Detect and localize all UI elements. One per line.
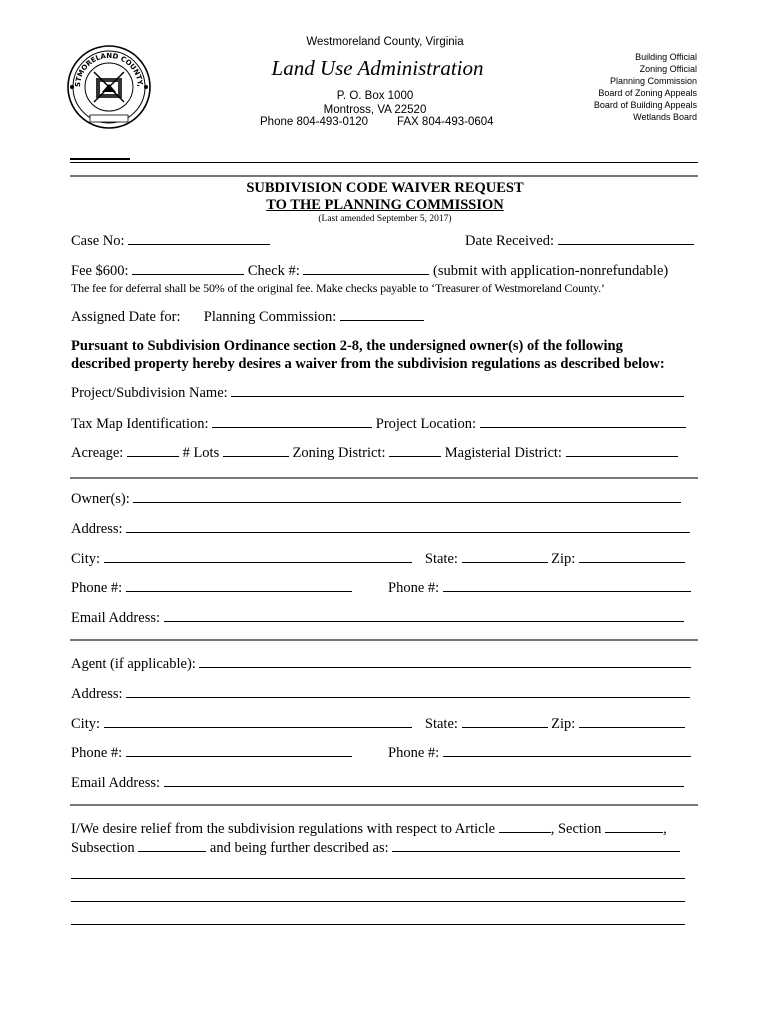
agent-city-label: City: xyxy=(71,716,101,732)
agent-phone-2-field[interactable] xyxy=(443,744,691,757)
office-item: Board of Building Appeals xyxy=(593,100,697,110)
form-title-line-2: TO THE PLANNING COMMISSION xyxy=(266,197,504,213)
owner-email-field[interactable] xyxy=(164,609,684,622)
description-line[interactable] xyxy=(71,878,685,879)
owner-field[interactable] xyxy=(133,490,681,503)
mailing-address xyxy=(250,89,500,117)
date-received-label: Date Received: xyxy=(465,233,554,249)
address-line-2: Montross, VA 22520 xyxy=(323,104,427,116)
owner-phone-label: Phone #: xyxy=(71,580,123,596)
owner-address-row xyxy=(71,520,690,538)
pursuant-statement xyxy=(71,337,665,373)
fee-row xyxy=(71,262,668,280)
relief-line-2 xyxy=(71,839,680,857)
owner-phone-row xyxy=(71,579,352,597)
agent-phone-field[interactable] xyxy=(126,744,352,757)
header-rule-bottom xyxy=(70,175,698,177)
date-received-field[interactable] xyxy=(558,232,694,245)
office-item: Building Official xyxy=(635,52,697,62)
owner-address-field[interactable] xyxy=(126,520,690,533)
owner-phone-2-label: Phone #: xyxy=(388,580,440,596)
owner-state-label: State: xyxy=(424,551,458,567)
relief-described-label: and being further described as: xyxy=(209,840,389,856)
agent-phone-row xyxy=(71,744,352,762)
county-seal xyxy=(66,42,152,132)
description-field[interactable] xyxy=(392,839,680,852)
relief-section-label: , Section xyxy=(550,821,602,837)
check-label: Check #: xyxy=(247,263,300,279)
phone-number: Phone 804-493-0120 xyxy=(260,116,369,128)
project-location-label: Project Location: xyxy=(375,416,477,432)
relief-comma: , xyxy=(663,821,667,837)
acreage-row xyxy=(71,444,678,462)
tax-map-field[interactable] xyxy=(212,415,372,428)
project-location-field[interactable] xyxy=(480,415,686,428)
zoning-district-field[interactable] xyxy=(389,444,441,457)
office-item: Board of Zoning Appeals xyxy=(598,88,697,98)
project-name-label: Project/Subdivision Name: xyxy=(71,385,228,401)
agent-zip-field[interactable] xyxy=(579,715,685,728)
section-divider xyxy=(70,639,698,641)
pursuant-line-2: described property hereby desires a waiver from the subdivision regulations as described below: xyxy=(71,356,665,372)
owner-phone-2-field[interactable] xyxy=(443,579,691,592)
article-field[interactable] xyxy=(499,820,551,833)
description-line[interactable] xyxy=(71,901,685,902)
lots-field[interactable] xyxy=(223,444,289,457)
owner-state-field[interactable] xyxy=(462,550,548,563)
fee-field[interactable] xyxy=(132,262,244,275)
agent-label: Agent (if applicable): xyxy=(71,656,196,672)
acreage-label: Acreage: xyxy=(71,445,124,461)
fax-number: FAX 804-493-0604 xyxy=(397,116,494,128)
owner-phone-2-row xyxy=(388,579,691,597)
deferral-note: The fee for deferral shall be 50% of the original fee. Make checks payable to ‘Treasurer of Westmoreland County.’ xyxy=(71,281,605,295)
assigned-date-label: Assigned Date for: xyxy=(71,309,181,325)
magisterial-district-field[interactable] xyxy=(566,444,678,457)
fee-note: (submit with application-nonrefundable) xyxy=(433,263,669,279)
agent-email-row xyxy=(71,774,684,792)
relief-article-label: I/We desire relief from the subdivision regulations with respect to Article xyxy=(71,821,496,837)
owner-label: Owner(s): xyxy=(71,491,130,507)
office-item: Zoning Official xyxy=(639,64,697,74)
agent-field[interactable] xyxy=(199,655,691,668)
relief-line-1 xyxy=(71,820,667,838)
amended-date: (Last amended September 5, 2017) xyxy=(318,214,452,224)
agent-address-field[interactable] xyxy=(126,685,690,698)
pursuant-line-1: Pursuant to Subdivision Ordinance section 2-8, the undersigned owner(s) of the following xyxy=(71,338,623,354)
agent-address-label: Address: xyxy=(71,686,123,702)
office-list xyxy=(560,51,697,123)
owner-address-label: Address: xyxy=(71,521,123,537)
zoning-district-label: Zoning District: xyxy=(292,445,386,461)
agent-phone-label: Phone #: xyxy=(71,745,123,761)
owner-row xyxy=(71,490,681,508)
planning-commission-label: Planning Commission: xyxy=(203,309,337,325)
owner-phone-field[interactable] xyxy=(126,579,352,592)
county-name: Westmoreland County, Virginia xyxy=(306,36,464,48)
case-number-field[interactable] xyxy=(128,232,270,245)
section-divider xyxy=(70,477,698,479)
agent-address-row xyxy=(71,685,690,703)
agent-email-label: Email Address: xyxy=(71,775,161,791)
lots-label: # Lots xyxy=(182,445,220,461)
magisterial-district-label: Magisterial District: xyxy=(444,445,562,461)
project-name-row xyxy=(71,384,684,402)
form-title xyxy=(150,180,620,214)
fee-label: Fee $600: xyxy=(71,263,129,279)
agent-zip-label: Zip: xyxy=(551,716,576,732)
owner-zip-field[interactable] xyxy=(579,550,685,563)
tax-map-label: Tax Map Identification: xyxy=(71,416,209,432)
agent-state-label: State: xyxy=(424,716,458,732)
seal-lettering: STMORELAND COUNTY, xyxy=(73,51,145,88)
office-item: Planning Commission xyxy=(609,76,697,86)
header-rule xyxy=(70,162,698,163)
planning-commission-date-field[interactable] xyxy=(340,308,424,321)
section-field[interactable] xyxy=(605,820,663,833)
agent-phone-2-label: Phone #: xyxy=(388,745,440,761)
office-item: Wetlands Board xyxy=(633,112,697,122)
acreage-field[interactable] xyxy=(127,444,179,457)
agent-email-field[interactable] xyxy=(164,774,684,787)
agent-row xyxy=(71,655,691,673)
tax-map-row xyxy=(71,415,686,433)
agent-phone-2-row xyxy=(388,744,691,762)
owner-city-label: City: xyxy=(71,551,101,567)
agent-city-row xyxy=(71,715,685,733)
subsection-field[interactable] xyxy=(138,839,206,852)
agent-city-field[interactable] xyxy=(104,715,412,728)
relief-subsection-label: Subsection xyxy=(71,840,135,856)
owner-city-row xyxy=(71,550,685,568)
case-number-row xyxy=(71,232,270,250)
project-name-field[interactable] xyxy=(231,384,684,397)
agent-state-field[interactable] xyxy=(462,715,548,728)
owner-city-field[interactable] xyxy=(104,550,412,563)
owner-zip-label: Zip: xyxy=(551,551,576,567)
description-line[interactable] xyxy=(71,924,685,925)
date-received-row xyxy=(465,232,694,250)
form-title-line-1: SUBDIVISION CODE WAIVER REQUEST xyxy=(246,180,524,196)
case-number-label: Case No: xyxy=(71,233,125,249)
header-rule-accent xyxy=(70,158,130,160)
address-line-1: P. O. Box 1000 xyxy=(336,90,414,102)
owner-email-row xyxy=(71,609,684,627)
owner-email-label: Email Address: xyxy=(71,610,161,626)
check-number-field[interactable] xyxy=(303,262,429,275)
department-title: Land Use Administration xyxy=(271,56,484,80)
section-divider xyxy=(70,804,698,806)
assigned-date-row xyxy=(71,308,424,326)
